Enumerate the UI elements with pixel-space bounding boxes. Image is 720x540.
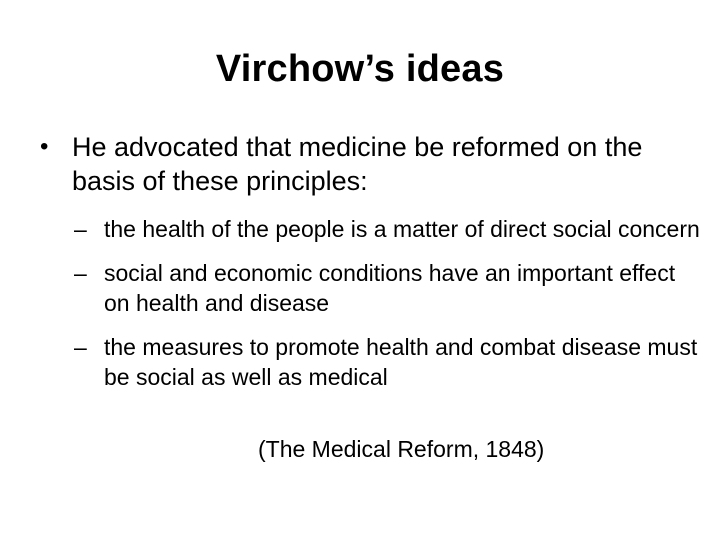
sub-bullet-list xyxy=(36,214,700,392)
sub-bullet-item xyxy=(46,214,704,244)
citation: (The Medical Reform, 1848) xyxy=(258,436,545,462)
dash-marker: – xyxy=(74,216,87,242)
sub-bullet-item xyxy=(46,258,704,318)
bullet-text: He advocated that medicine be reformed on the basis of these principles: xyxy=(72,132,643,196)
sub-bullet-text: social and economic conditions have an important effect on health and disease xyxy=(104,260,676,316)
sub-bullet-item xyxy=(46,332,704,392)
slide-title: Virchow’s ideas xyxy=(215,48,505,90)
dash-marker: – xyxy=(74,260,87,286)
dash-marker: – xyxy=(74,334,87,360)
sub-bullet-text: the measures to promote health and combat disease must be social as well as medical xyxy=(104,334,698,390)
bullet-item xyxy=(36,130,696,198)
slide-body xyxy=(36,130,700,406)
sub-bullet-text: the health of the people is a matter of direct social concern xyxy=(104,216,700,242)
bullet-marker: • xyxy=(40,133,49,160)
